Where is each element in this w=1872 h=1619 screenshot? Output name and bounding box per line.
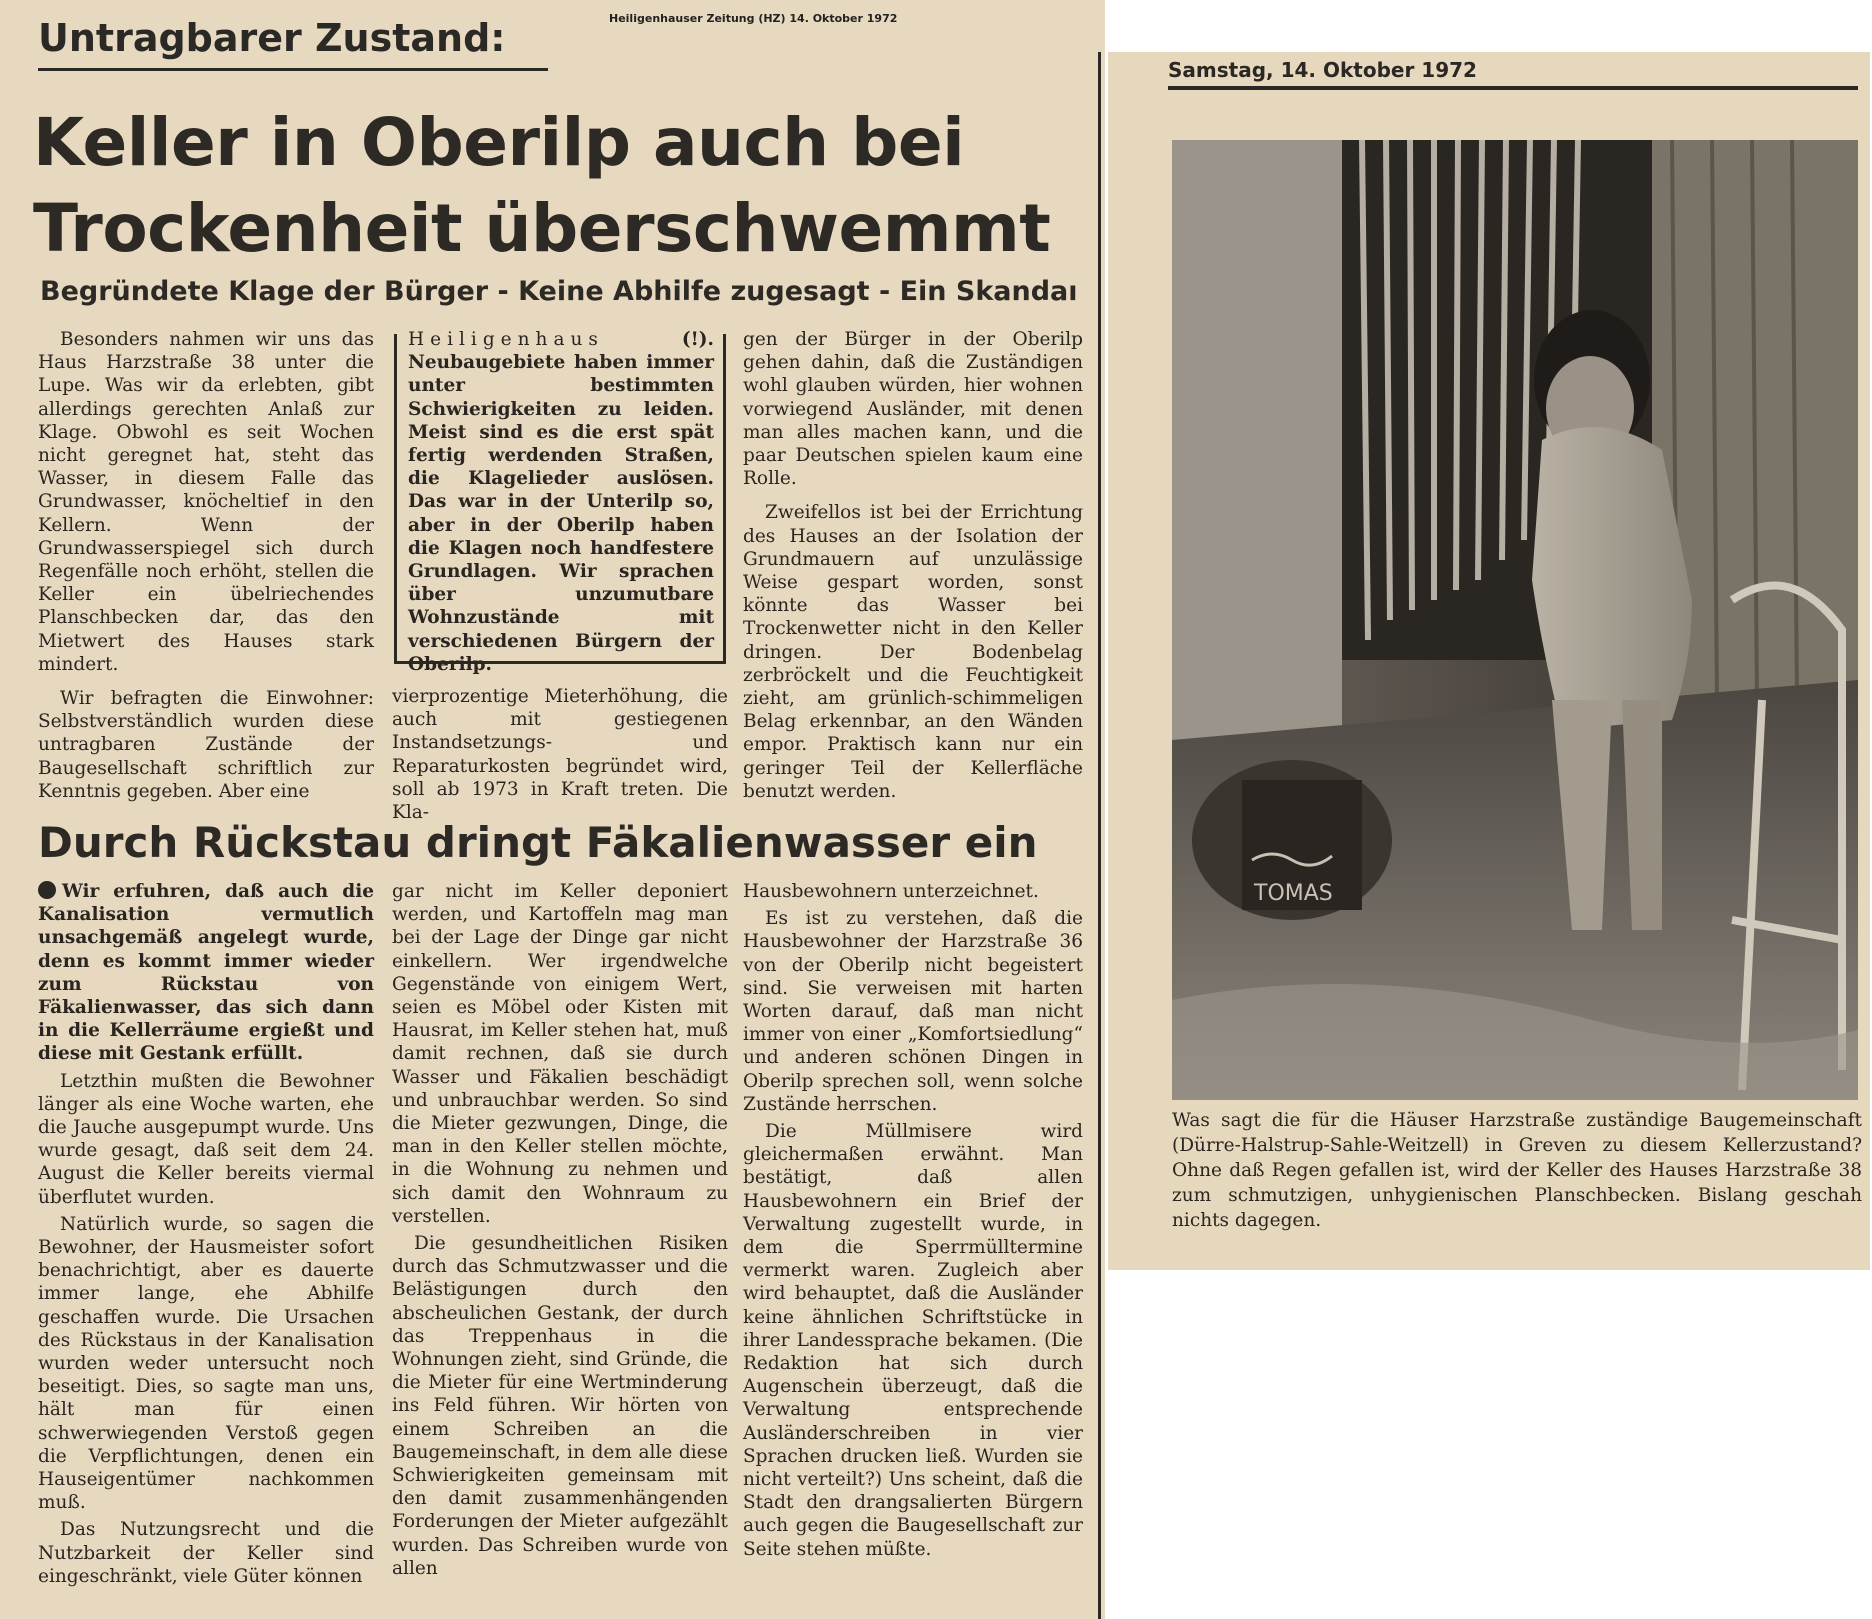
headline-line-2: Trockenheit überschwemmt	[33, 190, 1051, 267]
paragraph: vierprozentige Mieterhöhung, die auch mit gestiegenen Instandsetzungs- und Reparaturkosten begründet wird, soll ab 1973 in Kraft treten. Die Kla-	[392, 686, 728, 824]
column-2-bottom	[392, 880, 728, 1580]
dateline-mark: (!).	[681, 329, 714, 350]
headline-line-1: Keller in Oberilp auch bei	[33, 104, 965, 181]
paragraph: Hausbewohnern unterzeichnet.	[743, 881, 1039, 902]
lead-paragraph	[38, 880, 374, 1066]
column-2-top	[392, 685, 728, 824]
paragraph: Letzthin mußten die Bewohner länger als eine Woche warten, ehe die Jauche ausgepumpt wurde. Uns wurde gesagt, daß seit dem 24. August die Keller bereits viermal überflutet wurden.	[38, 1070, 374, 1208]
section-heading: Durch Rückstau dringt Fäkalienwasser ein	[38, 818, 1038, 867]
paragraph: Die Müllmisere wird gleichermaßen erwähnt. Man bestätigt, daß allen Hausbewohnern ein Brief der Verwaltung zugestellt wurde, in dem die Sperrmülltermine vermerkt waren. Zugleich aber wird behauptet, daß die Ausländer keine ähnlichen Schriftstücke in ihrer Landessprache bekamen. (Die Redaktion hat sich durch Augenschein überzeugt, daß die Verwaltung entsprechende Ausländerschreiben in vier Sprachen drucken ließ. Wurden sie nicht verteilt?) Uns scheint, daß die Stadt den drangsalierten Bürgern auch gegen die Baugesellschaft zur Seite stehen müßte.	[743, 1121, 1083, 1560]
intro-text: Neubaugebiete haben immer unter bestimmten Schwierigkeiten zu leiden. Meist sind es die erst spät fertig werdenden Straßen, die Klagelieder auslösen. Das war in der Unterilp so, aber in der Oberilp haben die Klagen noch handfestere Grundlagen. Wir sprachen über unzumutbare Wohnzustände mit verschiedenen Bürgern der Oberilp.	[408, 352, 714, 675]
paragraph: Zweifellos ist bei der Errichtung des Hauses an der Isolation der Grundmauern auf unzulässige Weise gespart worden, sonst könnte das Wasser bei Trockenwetter nicht in den Keller dringen. Der Bodenbelag zerbröckelt und die Feuchtigkeit zieht, am grünlich-schimmeligen Belag erkennbar, an den Wänden empor. Praktisch kann nur ein geringer Teil der Kellerfläche benutzt werden.	[743, 502, 1083, 802]
subheadline: Begründete Klage der Bürger - Keine Abhilfe zugesagt - Ein Skandaı	[40, 276, 1078, 307]
source-label: Heiligenhauser Zeitung (HZ) 14. Oktober 1972	[609, 12, 898, 25]
box-writing: TOMAS	[1254, 881, 1333, 906]
cellar-photo-image	[1172, 140, 1858, 1100]
column-3-bottom	[743, 880, 1083, 1561]
kicker-underline	[38, 68, 548, 71]
bullet-icon	[38, 881, 56, 899]
paragraph: Wir befragten die Einwohner: Selbstverständlich wurden diese untragbaren Zustände der Baugesellschaft schriftlich zur Kenntnis gegeben. Aber eine	[38, 688, 374, 802]
photo-date: Samstag, 14. Oktober 1972	[1168, 58, 1477, 82]
headline	[33, 100, 1050, 272]
paragraph: Natürlich wurde, so sagen die Bewohner, der Hausmeister sofort benachrichtigt, aber es dauerte immer lange, ehe Abhilfe geschaffen wurde. Die Ursachen des Rückstaus in der Kanalisation wurden weder untersucht noch beseitigt. Dies, so sagte man uns, hält man für einen schwerwiegenden Verstoß gegen die Verpflichtungen, denen ein Hauseigentümer nachkommen muß.	[38, 1213, 374, 1514]
kicker: Untragbarer Zustand:	[38, 16, 506, 60]
paragraph: Es ist zu verstehen, daß die Hausbewohner der Harzstraße 36 von der Oberilp nicht begeistert sind. Sie verweisen mit harten Worten darauf, daß man nicht immer von einer „Komfortsiedlung“ und anderen schönen Dingen in Oberilp sprechen soll, wenn solche Zustände herrschen.	[743, 908, 1083, 1115]
column-rule	[1098, 52, 1101, 1619]
column-1-bottom	[38, 880, 374, 1588]
paragraph: Besonders nahmen wir uns das Haus Harzstraße 38 unter die Lupe. Was wir da erlebten, gibt allerdings gerechten Anlaß zur Klage. Obwohl es seit Wochen nicht geregnet hat, steht das Wasser, in diesem Falle das Grundwasser, knöcheltief in den Kellern. Wenn der Grundwasserspiegel sich durch Regenfälle noch erhöht, stellen die Keller ein übelriechendes Planschbecken dar, das den Mietwert des Hauses stark mindert.	[38, 329, 374, 675]
lead-text: Wir erfuhren, daß auch die Kanalisation vermutlich unsachgemäß angelegt wurde, denn es kommt immer wieder zum Rückstau von Fäkalienwasser, das sich dann in die Kellerräume ergießt und diese mit Gestank erfüllt.	[38, 881, 374, 1065]
column-3-top	[743, 328, 1083, 803]
photo-date-rule	[1168, 86, 1858, 90]
cellar-photo	[1172, 140, 1858, 1100]
paragraph: gen der Bürger in der Oberilp gehen dahin, daß die Zuständigen wohl glauben würden, hier wohnen vorwiegend Ausländer, mit denen man alles machen kann, und die paar Deutschen spielen kaum eine Rolle.	[743, 329, 1083, 490]
dateline: Heiligenhaus	[408, 329, 604, 350]
paragraph: Die gesundheitlichen Risiken durch das Schmutzwasser und die Belästigungen durch den abscheulichen Gestank, der durch das Treppenhaus in die Wohnungen zieht, sind Gründe, die die Mieter für eine Wertminderung ins Feld führen. Wir hörten von einem Schreiben an die Baugemeinschaft, in dem alle diese Schwierigkeiten gemeinsam mit den damit zusammenhängenden Forderungen der Mieter aufgezählt wurden. Das Schreiben wurde von allen	[392, 1233, 728, 1579]
column-1-top	[38, 328, 374, 803]
paragraph: Das Nutzungsrecht und die Nutzbarkeit der Keller sind eingeschränkt, viele Güter können	[38, 1519, 374, 1587]
photo-caption: Was sagt die für die Häuser Harzstraße zuständige Baugemeinschaft (Dürre-Halstrup-Sahle-Weitzell) in Greven zu diesem Kellerzustand? Ohne daß Regen gefallen ist, wird der Keller des Hauses Harzstraße 38 zum schmutzigen, unhygienischen Planschbecken. Bislang geschah nichts dagegen.	[1172, 1110, 1862, 1231]
intro-box	[408, 328, 714, 676]
paragraph: gar nicht im Keller deponiert werden, und Kartoffeln mag man bei der Lage der Dinge gar nicht einkellern. Wer irgendwelche Gegenstände von einigem Wert, seien es Möbel oder Kisten mit Hausrat, im Keller stehen hat, muß damit rechnen, daß sie durch Wasser und Fäkalien beschädigt und unbrauchbar werden. So sind die Mieter gezwungen, Dinge, die man in den Keller stellen möchte, in die Wohnung zu nehmen und sich damit den Wohnraum zu verstellen.	[392, 881, 728, 1227]
